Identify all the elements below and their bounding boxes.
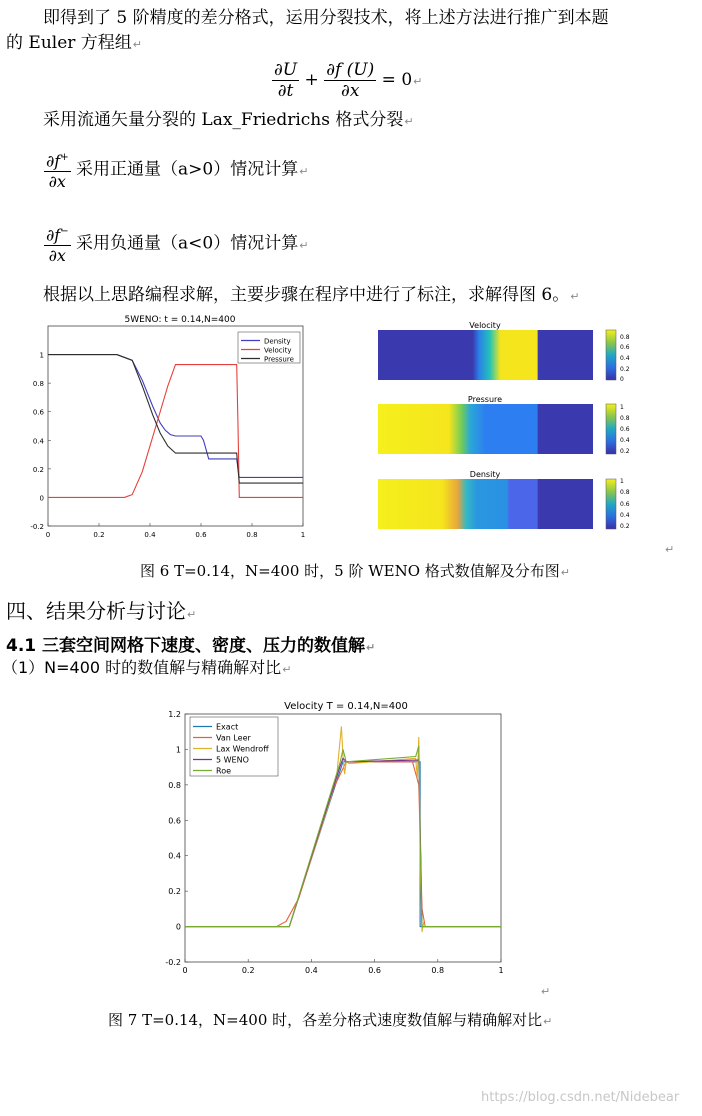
y-tick-label: 1.2 — [168, 710, 181, 719]
y-tick-label: 0.2 — [168, 887, 181, 897]
legend-label: 5 WENO — [216, 755, 249, 765]
negative-flux-line: $\frac{\partial f^-}{\partial x}$ 采用负通量（a<0）情况计算↵ — [44, 222, 308, 266]
watermark: https://blog.csdn.net/Nidebear — [481, 1090, 680, 1105]
legend-label: Roe — [216, 766, 232, 776]
y-tick-label: 0 — [175, 922, 181, 932]
paragraph-line: 的 Euler 方程组↵ — [6, 33, 143, 53]
y-tick-label: 1 — [39, 351, 44, 360]
svg-text:0.6: 0.6 — [620, 344, 630, 351]
svg-text:0.6: 0.6 — [620, 426, 630, 433]
svg-text:0.4: 0.4 — [620, 437, 630, 444]
y-tick-label: 0.2 — [32, 465, 44, 474]
paragraph-mark: ↵ — [541, 985, 551, 998]
x-tick-label: 1 — [300, 531, 306, 539]
euler-equation: $\frac{\partial U}{\partial t}$ + $\frac{\partial f (U)}{\partial x}$ = 0↵ — [274, 60, 423, 101]
x-tick-label: 0.2 — [93, 531, 105, 539]
pressure-heatmap — [378, 395, 630, 455]
svg-text:1: 1 — [620, 404, 624, 411]
x-tick-label: 0.4 — [144, 531, 156, 539]
paragraph-line: 即得到了 5 阶精度的差分格式，运用分裂技术，将上述方法进行推广到本题 — [43, 8, 609, 28]
chart-title: 5WENO: t = 0.14,N=400 — [124, 315, 236, 325]
svg-text:0: 0 — [620, 376, 624, 383]
y-tick-label: 0.6 — [32, 408, 44, 417]
heatmap-panel — [370, 318, 640, 538]
density-field — [378, 479, 593, 529]
y-tick-label: 0.4 — [32, 437, 44, 446]
x-tick-label: 0.6 — [368, 966, 381, 975]
subsection-heading: 4.1 三套空间网格下速度、密度、压力的数值解↵ — [6, 636, 376, 656]
x-tick-label: 0.8 — [246, 531, 258, 539]
svg-text:0.8: 0.8 — [620, 334, 630, 341]
svg-text:0.6: 0.6 — [620, 501, 630, 508]
y-tick-label: 0.4 — [168, 851, 181, 861]
y-tick-label: 1 — [175, 745, 181, 755]
x-tick-label: 0 — [45, 531, 51, 539]
velocity-heatmap — [378, 321, 630, 383]
x-tick-label: 0.6 — [195, 531, 207, 539]
x-tick-label: 1 — [498, 966, 504, 975]
x-tick-label: 0.4 — [305, 966, 318, 975]
colorbar — [606, 479, 616, 529]
density-heatmap — [378, 470, 630, 530]
svg-text:0.4: 0.4 — [620, 512, 630, 519]
legend-label: Van Leer — [216, 733, 251, 743]
legend-label: Density — [264, 337, 291, 346]
heatmap-title: Pressure — [467, 395, 503, 404]
positive-flux-line: $\frac{\partial f^+}{\partial x}$ 采用正通量（a>0）情况计算↵ — [44, 148, 308, 192]
heatmap-title: Velocity — [469, 321, 501, 330]
svg-text:1: 1 — [620, 478, 624, 485]
y-tick-label: 0.6 — [168, 816, 181, 826]
x-tick-label: 0.8 — [431, 966, 445, 975]
legend-label: Pressure — [264, 355, 294, 364]
colorbar — [606, 404, 616, 454]
legend-label: Exact — [216, 722, 239, 732]
velocity-comparison-chart — [160, 697, 510, 982]
svg-text:0.4: 0.4 — [620, 355, 630, 362]
chart-legend — [238, 332, 300, 364]
chart-title: Velocity T = 0.14,N=400 — [284, 701, 408, 712]
y-tick-label: 0 — [39, 494, 44, 503]
svg-text:0.2: 0.2 — [620, 366, 630, 373]
paragraph-mark: ↵ — [665, 543, 675, 556]
x-tick-label: 0.2 — [241, 966, 255, 975]
colorbar — [606, 330, 616, 380]
y-tick-label: -0.2 — [30, 523, 44, 531]
velocity-field — [378, 330, 593, 380]
legend-label: Lax Wendroff — [216, 744, 269, 754]
paragraph-line: 根据以上思路编程求解，主要步骤在程序中进行了标注，求解得图 6。↵ — [43, 285, 580, 305]
heatmap-title: Density — [469, 470, 501, 479]
x-tick-label: 0 — [182, 966, 188, 975]
list-item: （1）N=400 时的数值解与精确解对比↵ — [2, 658, 292, 677]
figure-6-caption: 图 6 T=0.14，N=400 时，5 阶 WENO 格式数值解及分布图↵ — [140, 562, 571, 580]
svg-text:0.8: 0.8 — [620, 415, 630, 422]
figure-7-caption: 图 7 T=0.14，N=400 时，各差分格式速度数值解与精确解对比↵ — [108, 1011, 553, 1029]
legend-label: Velocity — [264, 346, 292, 355]
chart-legend — [190, 717, 278, 776]
y-tick-label: -0.2 — [165, 958, 181, 967]
svg-text:0.8: 0.8 — [620, 489, 630, 496]
weno-line-chart — [18, 313, 310, 543]
pressure-field — [378, 404, 593, 454]
paragraph-line: 采用流通矢量分裂的 Lax_Friedrichs 格式分裂↵ — [43, 110, 414, 130]
section-heading: 四、结果分析与讨论↵ — [6, 599, 197, 623]
y-tick-label: 0.8 — [168, 780, 181, 790]
svg-text:0.2: 0.2 — [620, 523, 630, 530]
y-tick-label: 0.8 — [32, 380, 44, 389]
svg-text:0.2: 0.2 — [620, 448, 630, 455]
